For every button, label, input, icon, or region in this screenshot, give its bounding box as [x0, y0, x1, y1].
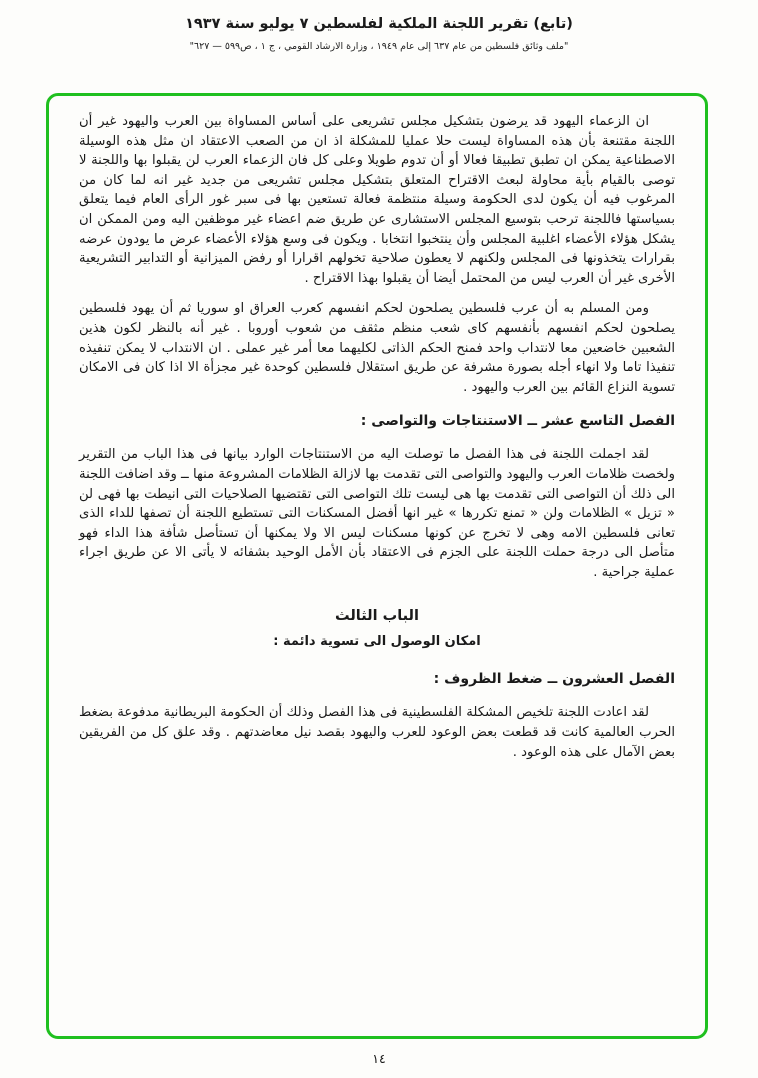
- highlight-box: [46, 93, 708, 1039]
- chapter-19-heading: الفصل التاسع عشر ــ الاستنتاجات والتواصى :: [360, 413, 675, 430]
- header-title: (تابع) تقرير اللجنة الملكية لفلسطين ٧ يوليو سنة ١٩٣٧: [185, 16, 573, 32]
- paragraph-conclusions: لقد اجملت اللجنة فى هذا الفصل ما توصلت اليه من الاستنتاجات الوارد بيانها فى هذا الباب من التقرير ولخصت ظلامات العرب واليهود والتواصى التى تقدمت بها لازالة الظلامات المشروعة منها ــ وقد اضافت اللجنة الى ذلك أن التواصى التى تقدمت بها هى ليست تلك التواصى التى تقتضيها الصلاحيات التى انيطت بها فهى لن « تزيل » الظلامات ولن « تمنع تكررها » غير انها أفضل المسكنات التى تستطيع اللجنة أن تصفها للداء الذى تعانى فلسطين الامه وهى لا تخرج عن كونها مسكنات ليس الا ولا يمكنها أن تستأصل شأفة هذا الداء فهو متأصل الى درجة حملت اللجنة على الجزم فى الاعتقاد بأن الأمل الوحيد بشفائه لا يأتى الا عن طريق اجراء عملية جراحية .: [79, 447, 675, 580]
- paragraph-self-government: ومن المسلم به أن عرب فلسطين يصلحون لحكم انفسهم كعرب العراق او سوريا ثم أن يهود فلسطين يصلحون لحكم انفسهم بأنفسهم كاى شعب منظم مثقف من شعوب أوروبا . غير أنه بالنظر لكون هذين الشعبين خاضعين معا لانتداب واحد فمنح الحكم الذاتى لكليهما معا أمر غير عملى . ان الانتداب لا يمكن تنفيذه تنفيذا تاما ولا انهاء أجله بصورة مشرفة عن طريق استقلال فلسطين كوحدة غير مجزأة الا اذا كان فى الامكان تسوية النزاع القائم بين العرب واليهود .: [79, 301, 675, 395]
- paragraph-pressure-of-circumstances: لقد اعادت اللجنة تلخيص المشكلة الفلسطينية فى هذا الفصل وذلك أن الحكومة البريطانية مدفوعة بضغط الحرب العالمية كانت قد قطعت بعض الوعود للعرب واليهود بقصد نيل معاضدتهم . وقد علق كل من الفريقين بعض الآمال على هذه الوعود .: [79, 705, 675, 760]
- chapter-20-heading: الفصل العشرون ــ ضغط الظروف :: [433, 671, 675, 688]
- page-header: [0, 0, 758, 52]
- paragraph-legislative-council: ان الزعماء اليهود قد يرضون بتشكيل مجلس تشريعى على أساس المساواة بين العرب واليهود غير أن اللجنة مقتنعة بأن هذه المساواة ليست حلا عمليا للمشكلة اذ ان من الصعب الاعتقاد ان مثل هذه الوسيلة الاصطناعية يمكن ان تطبق تطبيقا فعالا أو أن تدوم طويلا وعلى كل فان الزعماء العرب لن يقبلوا بها واللجنة لا توصى بالقيام بأية محاولة لبعث الاقتراح المتعلق بتشكيل مجلس تشريعى من جديد غير انه لما كان من المرغوب فيه أن يكون لدى الحكومة وسيلة منتظمة فعالة تستعين بها فى سبر غور الرأى العام فيما يتعلق بسياستها فاللجنة ترحب بتوسيع المجلس الاستشارى عن طريق ضم اعضاء غير موظفين اليه ومن الممكن ان يشكل هؤلاء الأعضاء اغلبية المجلس وأن ينتخبوا انتخابا . ويكون فى وسع هؤلاء الأعضاء عرض ما يودون عرضه بقرارات يتخذونها فى المجلس ولكنهم لا يعطون صلاحية تخولهم اقرارا أو رفض الميزانية أو التدابير التشريعية الأخرى غير أن العرب ليس من المحتمل أيضا أن يقبلوا بهذا الاقتراح .: [79, 114, 675, 286]
- part-3-title: الباب الثالث: [335, 608, 419, 625]
- page-number: ١٤: [372, 1051, 386, 1066]
- header-source-citation: "ملف وثائق فلسطين من عام ٦٣٧ إلى عام ١٩٤٩ ، وزارة الارشاد القومي ، ج ١ ، ص٥٩٩ — ٦٢٧": [189, 41, 569, 52]
- part-3-subtitle: امكان الوصول الى تسوية دائمة :: [273, 634, 481, 650]
